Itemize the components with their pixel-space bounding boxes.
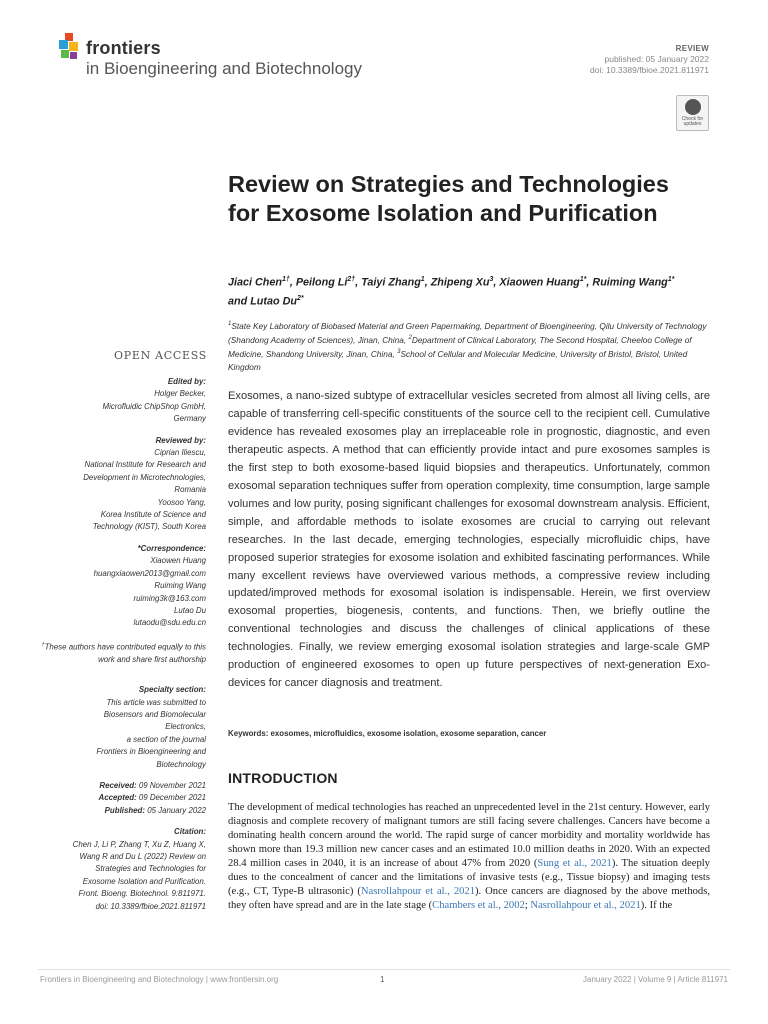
- equal-note-text: These authors have contributed equally to this work and share first authorship: [44, 642, 206, 664]
- citation-link[interactable]: Chambers et al., 2002: [432, 900, 525, 911]
- specialty-line: a section of the journal: [126, 734, 206, 744]
- citation-line: Chen J, Li P, Zhang T, Xu Z, Huang X,: [72, 839, 206, 849]
- page-number: 1: [380, 975, 385, 984]
- author-name[interactable]: Taiyi Zhang: [361, 276, 421, 289]
- author-list: Jiaci Chen$^{1\dagger}$, Peilong $Li^{2\dagger}$, Taiyi Zhang$^1$, Zhipeng Xu$^3$, Xiaowen Huang$^{1*}$, Ruiming Wang$^{1*}$ and Lutao $Du^{2*}$: [228, 276, 675, 308]
- keywords: Keywords: exosomes, microfluidics, exosome isolation, exosome separation, cancer: [228, 729, 547, 738]
- reviewer-line: Technology (KIST), South Korea: [92, 522, 206, 532]
- reviewed-by-label: Reviewed by:: [155, 435, 206, 445]
- introduction-text: [228, 801, 710, 913]
- citation-label: Citation:: [174, 827, 206, 837]
- citation-line: doi: 10.3389/fbioe.2021.811971: [95, 901, 206, 911]
- frontiers-logo-icon: [57, 33, 83, 61]
- affiliation-1: State Key Laboratory of Biobased Material and Green Papermaking, Department of Bioengineering, Qilu University of Technology (Shandong Academy of Sciences), Jinan, China,: [228, 320, 707, 345]
- article-type: REVIEW: [675, 44, 709, 53]
- correspondence-email-link[interactable]: huangxiaowen2013@gmail.com: [93, 568, 206, 578]
- author-name[interactable]: Zhipeng Xu: [430, 276, 490, 289]
- editor-line: Microfluidic ChipShop GmbH,: [102, 401, 206, 411]
- affiliation-2: Department of Clinical Laboratory, The Second Hospital, Cheeloo College of Medicine, Shandong University, Jinan, China,: [228, 334, 692, 360]
- citation-link[interactable]: Nasrollahpour et al., 2021: [360, 886, 476, 897]
- received-value: 09 November 2021: [136, 781, 206, 790]
- affil-sup: 2: [408, 335, 412, 342]
- affil-sup: 3: [397, 349, 401, 356]
- correspondence-name: Ruiming Wang: [154, 581, 206, 591]
- reviewer-line: Romania: [174, 485, 206, 495]
- article-meta: [590, 43, 709, 76]
- specialty-line: Frontiers in Bioengineering and: [96, 747, 206, 757]
- check-for-updates-button[interactable]: [676, 95, 709, 131]
- specialty-line: Biotechnology: [156, 759, 206, 769]
- bookmark-icon: [685, 99, 701, 115]
- dagger-sup: †: [41, 641, 45, 648]
- intro-text-segment: ;: [524, 900, 531, 911]
- author-sup: 2*: [296, 294, 304, 302]
- footer-issue-info: January 2022 | Volume 9 | Article 811971: [583, 975, 728, 984]
- author-sup: 1*: [667, 276, 675, 283]
- affil-sup: 1: [228, 321, 232, 327]
- brand-name: frontiers: [86, 38, 161, 58]
- author-name[interactable]: Xiaowen Huang: [499, 276, 580, 289]
- citation-line: Front. Bioeng. Biotechnol. 9:811971.: [78, 889, 206, 899]
- specialty-line: Biosensors and Biomolecular: [103, 709, 206, 719]
- editor-line: Germany: [173, 414, 206, 424]
- affiliation-3: School of Cellular and Molecular Medicine, University of Bristol, Bristol, United Kingdom: [228, 349, 688, 372]
- article-title: Review on Strategies and Technologies for Exosome Isolation and Purification: [228, 171, 669, 226]
- check-updates-line-2: updates: [683, 121, 702, 127]
- journal-name: in Bioengineering and Biotechnology: [86, 59, 362, 78]
- reviewer-line: Development in Microtechnologies,: [83, 472, 206, 482]
- correspondence-email-link[interactable]: ruiming3k@163.com: [133, 593, 206, 603]
- published-date-side: [40, 805, 206, 817]
- received-label: Received:: [99, 781, 137, 790]
- reviewer-line: Ciprian Iliescu,: [154, 448, 206, 458]
- reviewer-line: National Institute for Research and: [84, 460, 206, 470]
- edited-by-label: Edited by:: [167, 377, 206, 386]
- intro-text-segment: ). The situation deeply dues to the concealment of cancer and the limitations of invasive tests (e.g., Tissue biopsy) and imaging tests (e.g., CT, Type-B ultrasonic) (: [228, 858, 710, 897]
- reviewer-line: Yoosoo Yang,: [157, 497, 206, 507]
- correspondence-label: *Correspondence:: [137, 543, 206, 553]
- citation-link[interactable]: Sung et al., 2021: [537, 858, 612, 869]
- intro-text-segment: The development of medical technologies has reached an unprecedented level in the 21st century. However, early diagnosis and complete recovery of malignant tumors are still facing severe challenges. Cancers have become a dominating health concern around the world. The rapid surge of cancer morbidity and mortality worldwide has shown more than 19.3 million new cancer cases and an estimated 10.0 million deaths in 2020. With an expected 28.4 million cases in 2040, it is an increase of about 47% from 2020 (: [228, 802, 710, 869]
- accepted-date: [40, 792, 206, 804]
- author-name[interactable]: Jiaci Chen: [228, 276, 283, 289]
- correspondence-name: Lutao Du: [173, 605, 206, 615]
- received-date: [40, 780, 206, 792]
- author-name[interactable]: Ruiming Wang: [592, 276, 668, 289]
- editor-line: Holger Becker,: [154, 389, 206, 399]
- section-heading-introduction: INTRODUCTION: [228, 770, 338, 786]
- article-sidebar: [40, 376, 206, 913]
- published-date: published: 05 January 2022: [604, 54, 709, 64]
- citation-link[interactable]: Nasrollahpour et al., 2021: [530, 900, 641, 911]
- intro-text-segment: ). If the: [640, 900, 673, 911]
- citation-line: Wang R and Du L (2022) Review on: [79, 852, 206, 862]
- author-name[interactable]: Peilong Li: [295, 276, 348, 289]
- author-sup: 2†: [347, 276, 356, 283]
- published-label: Published:: [104, 805, 146, 815]
- doi: doi: 10.3389/fbioe.2021.811971: [590, 65, 709, 75]
- citation-line: Strategies and Technologies for: [95, 864, 206, 874]
- intro-text-segment: ). Once cancers are diagnosed by the above methods, they often have spread and are in the late stage (: [228, 886, 710, 911]
- check-updates-line-1: Check for: [681, 116, 704, 122]
- affiliations: [228, 318, 710, 373]
- open-access-badge: OPEN ACCESS: [114, 349, 207, 362]
- author-sup: 3: [489, 276, 494, 283]
- accepted-value: 09 December 2021: [136, 793, 206, 803]
- correspondence-email-link[interactable]: lutaodu@sdu.edu.cn: [133, 618, 206, 628]
- author-name[interactable]: Lutao Du: [250, 295, 297, 308]
- author-sup: 1: [420, 276, 425, 283]
- specialty-label: Specialty section:: [138, 685, 206, 695]
- footer-journal-link[interactable]: Frontiers in Bioengineering and Biotechnology | www.frontiersin.org: [40, 975, 279, 984]
- citation-line: Exosome Isolation and Purification.: [82, 876, 206, 886]
- author-sup: 1†: [282, 276, 290, 283]
- reviewer-line: Korea Institute of Science and: [100, 510, 206, 520]
- specialty-line: Electronics,: [165, 722, 206, 732]
- equal-contribution-note: [40, 639, 206, 666]
- author-sup: 1*: [579, 276, 587, 283]
- accepted-label: Accepted:: [98, 793, 137, 803]
- specialty-line: This article was submitted to: [106, 697, 206, 707]
- published-value: 05 January 2022: [145, 805, 206, 815]
- correspondence-name: Xiaowen Huang: [150, 556, 206, 566]
- abstract: Exosomes, a nano-sized subtype of extracellular vesicles secreted from almost all living cells, are capable of transferring cell-specific constituents of the source cell to the recipient cell. Cumulative evidence has revealed exosomes play an irreplaceable role in prognostic, diagnostic, and even therapeutic aspects. A method that can efficiently provide intact and pure exosomes samples is the first step to both exosome-based liquid biopsies and therapeutics. Unfortunately, common exosomal separation techniques suffer from operation complexity, time consumption, large sample volumes and low purity, posing significant challenges for exosomal downstream analysis. Efficient, simple, and affordable methods to isolate exosomes are crucial to carrying out relevant researches. In the last decade, emerging technologies, especially microfluidic chips, have proposed superior strategies for exosome isolation and exhibited fascinating performances. While many excellent reviews have overviewed various methods, a compressive review including updated/improved methods for exosomal isolation is indispensable. Herein, we first overview exosomal properties, biogenesis, contents, and functions. Then, we briefly outline the conventional technologies and discuss the challenges of clinical applications of these technologies. Finally, we review emerging exosomal isolation strategies and large-scale GMP production of engineered exosomes to open up future perspectives of next-generation Exo-devices for cancer diagnosis and treatment.: [228, 390, 710, 690]
- footer-divider: [38, 969, 730, 970]
